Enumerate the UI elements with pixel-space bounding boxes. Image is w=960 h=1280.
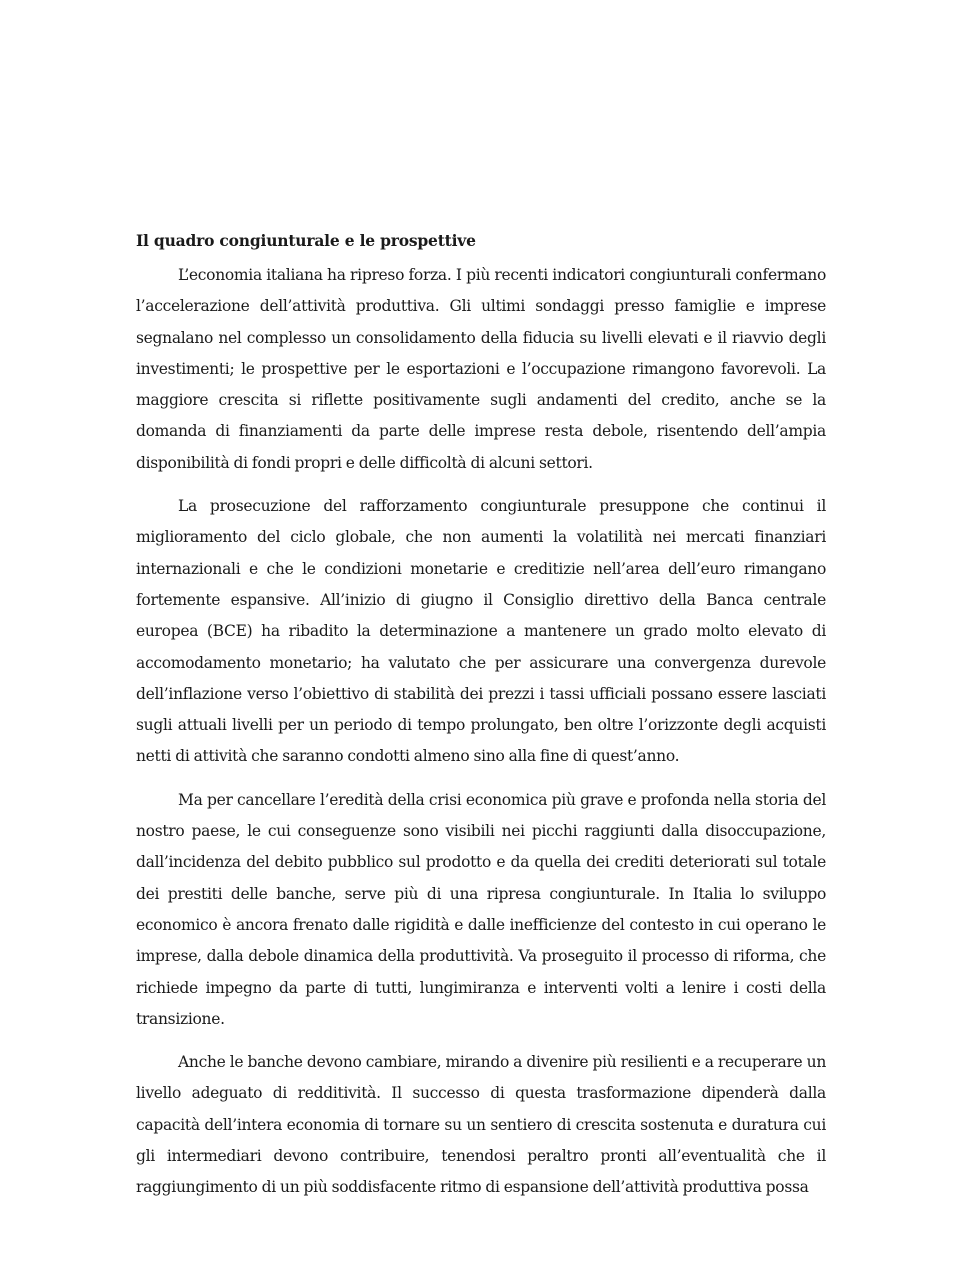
section-heading: Il quadro congiunturale e le prospettive [136,231,476,250]
document-body [136,228,826,1216]
paragraph-3: Ma per cancellare l’eredità della crisi economica più grave e profonda nella storia del nostro paese, le cui conseguenze sono visibili nei picchi raggiunti dalla disoccupazione, dall’incidenza del debito pubblico sul prodotto e da quella dei crediti deteriorati sul totale dei prestiti delle banche, serve più di una ripresa congiunturale. In Italia lo sviluppo economico è ancora frenato dalle rigidità e dalle inefficienze del contesto in cui operano le imprese, dalla debole dinamica della produttività. Va proseguito il processo di riforma, che richiede impegno da parte di tutti, lungimiranza e interventi volti a lenire i costi della transizione. [136,790,826,1028]
paragraph-1: L’economia italiana ha ripreso forza. I più recenti indicatori congiunturali confermano l’accelerazione dell’attività produttiva. Gli ultimi sondaggi presso famiglie e imprese segnalano nel complesso un consolidamento della fiducia su livelli elevati e il riavvio degli investimenti; le prospettive per le esportazioni e l’occupazione rimangono favorevoli. La maggiore crescita si riflette positivamente sugli andamenti del credito, anche se la domanda di finanziamenti da parte delle imprese resta debole, risentendo dell’ampia disponibilità di fondi propri e delle difficoltà di alcuni settori. [136,266,826,472]
paragraph-2: La prosecuzione del rafforzamento congiunturale presuppone che continui il miglioramento del ciclo globale, che non aumenti la volatilità nei mercati finanziari internazionali e che le condizioni monetarie e creditizie nell’area dell’euro rimangano fortemente espansive. All’inizio di giugno il Consiglio direttivo della Banca centrale europea (BCE) ha ribadito la determinazione a mantenere un grado molto elevato di accomodamento monetario; ha valutato che per assicurare una convergenza durevole dell’inflazione verso l’obiettivo di stabilità dei prezzi i tassi ufficiali possano essere lasciati sugli attuali livelli per un periodo di tempo prolungato, ben oltre l’orizzonte degli acquisti netti di attività che saranno condotti almeno sino alla fine di quest’anno. [136,497,826,766]
paragraph-4: Anche le banche devono cambiare, mirando a divenire più resilienti e a recuperare un livello adeguato di redditività. Il successo di questa trasformazione dipenderà dalla capacità dell’intera economia di tornare su un sentiero di crescita sostenuta e duratura cui gli intermediari devono contribuire, tenendosi peraltro pronti all’eventualità che il raggiungimento di un più soddisfacente ritmo di espansione dell’attività produttiva possa [136,1053,826,1197]
